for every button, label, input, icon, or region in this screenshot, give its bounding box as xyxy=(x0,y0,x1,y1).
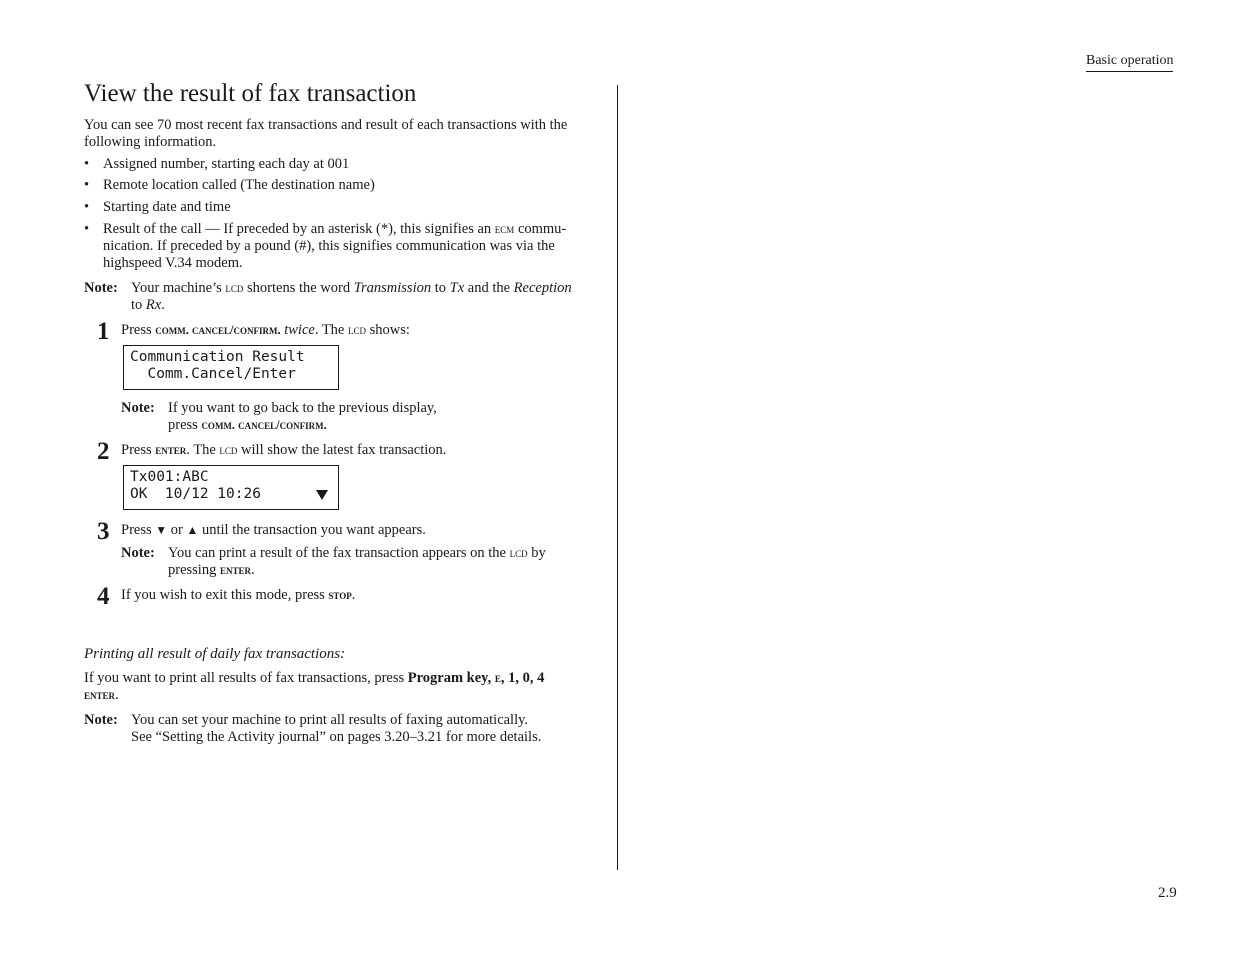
step-2-text: Press enter. The lcd will show the latest fax transaction. xyxy=(121,442,447,458)
step-number: 2 xyxy=(97,438,110,465)
lcd-line: Comm.Cancel/Enter xyxy=(130,366,296,382)
bullet-dot: • xyxy=(84,177,90,193)
bullet-item: Starting date and time xyxy=(103,199,231,215)
bullet-item: Assigned number, starting each day at 001 xyxy=(103,156,350,172)
printing-heading: Printing all result of daily fax transactions: xyxy=(84,646,346,662)
step-number: 4 xyxy=(97,583,110,610)
bullet-item: Remote location called (The destination name) xyxy=(103,177,375,193)
running-head: Basic operation xyxy=(1086,53,1173,72)
bullet-item: Result of the call — If preceded by an asterisk (*), this signifies an ecm commu- nication. If preceded by a pound (#), this signifies communication was via the highspeed V.34 modem. xyxy=(103,221,567,271)
printing-paragraph: If you want to print all results of fax transactions, press Program key, e, 1, 0, 4 enter. xyxy=(84,670,545,703)
triangle-down-icon xyxy=(316,488,328,505)
down-arrow-icon: ▼ xyxy=(155,523,168,537)
bullet-dot: • xyxy=(84,199,90,215)
lcd-line: OK 10/12 10:26 xyxy=(130,486,338,503)
note-activity-journal: Note: You can set your machine to print all results of faxing automatically. See “Setting the Activity journal” on pages 3.20–3.21 for more details. xyxy=(84,712,542,745)
bullet-list xyxy=(0,156,620,276)
page-number: 2.9 xyxy=(1158,885,1177,901)
step-3-note: Note: You can print a result of the fax transaction appears on the lcd by pressing enter. xyxy=(121,545,546,578)
intro-paragraph xyxy=(84,117,567,151)
step-3-text: Press ▼ or ▲ until the transaction you want appears. xyxy=(121,522,426,538)
intro-line: following information. xyxy=(84,134,217,150)
step-4-text: If you wish to exit this mode, press stop. xyxy=(121,587,356,603)
bullet-dot: • xyxy=(84,221,90,237)
lcd-display xyxy=(123,465,339,510)
lcd-line: Communication Result xyxy=(130,349,305,365)
step-number: 3 xyxy=(97,518,110,545)
lcd-line: Tx001:ABC xyxy=(130,469,209,485)
page-title: View the result of fax transaction xyxy=(84,80,417,107)
lcd-display xyxy=(123,345,339,390)
up-arrow-icon: ▲ xyxy=(186,523,199,537)
bullet-dot: • xyxy=(84,156,90,172)
step-1-text: Press comm. cancel/confirm. twice. The lcd shows: xyxy=(121,322,410,338)
note-transmission: Note: Your machine’s lcd shortens the word Transmission to Tx and the Reception to Rx. xyxy=(84,280,572,313)
intro-line: You can see 70 most recent fax transactions and result of each transactions with the xyxy=(84,117,568,133)
step-number: 1 xyxy=(97,318,110,345)
step-1-note: Note: If you want to go back to the previous display, press comm. cancel/confirm. xyxy=(121,400,437,433)
